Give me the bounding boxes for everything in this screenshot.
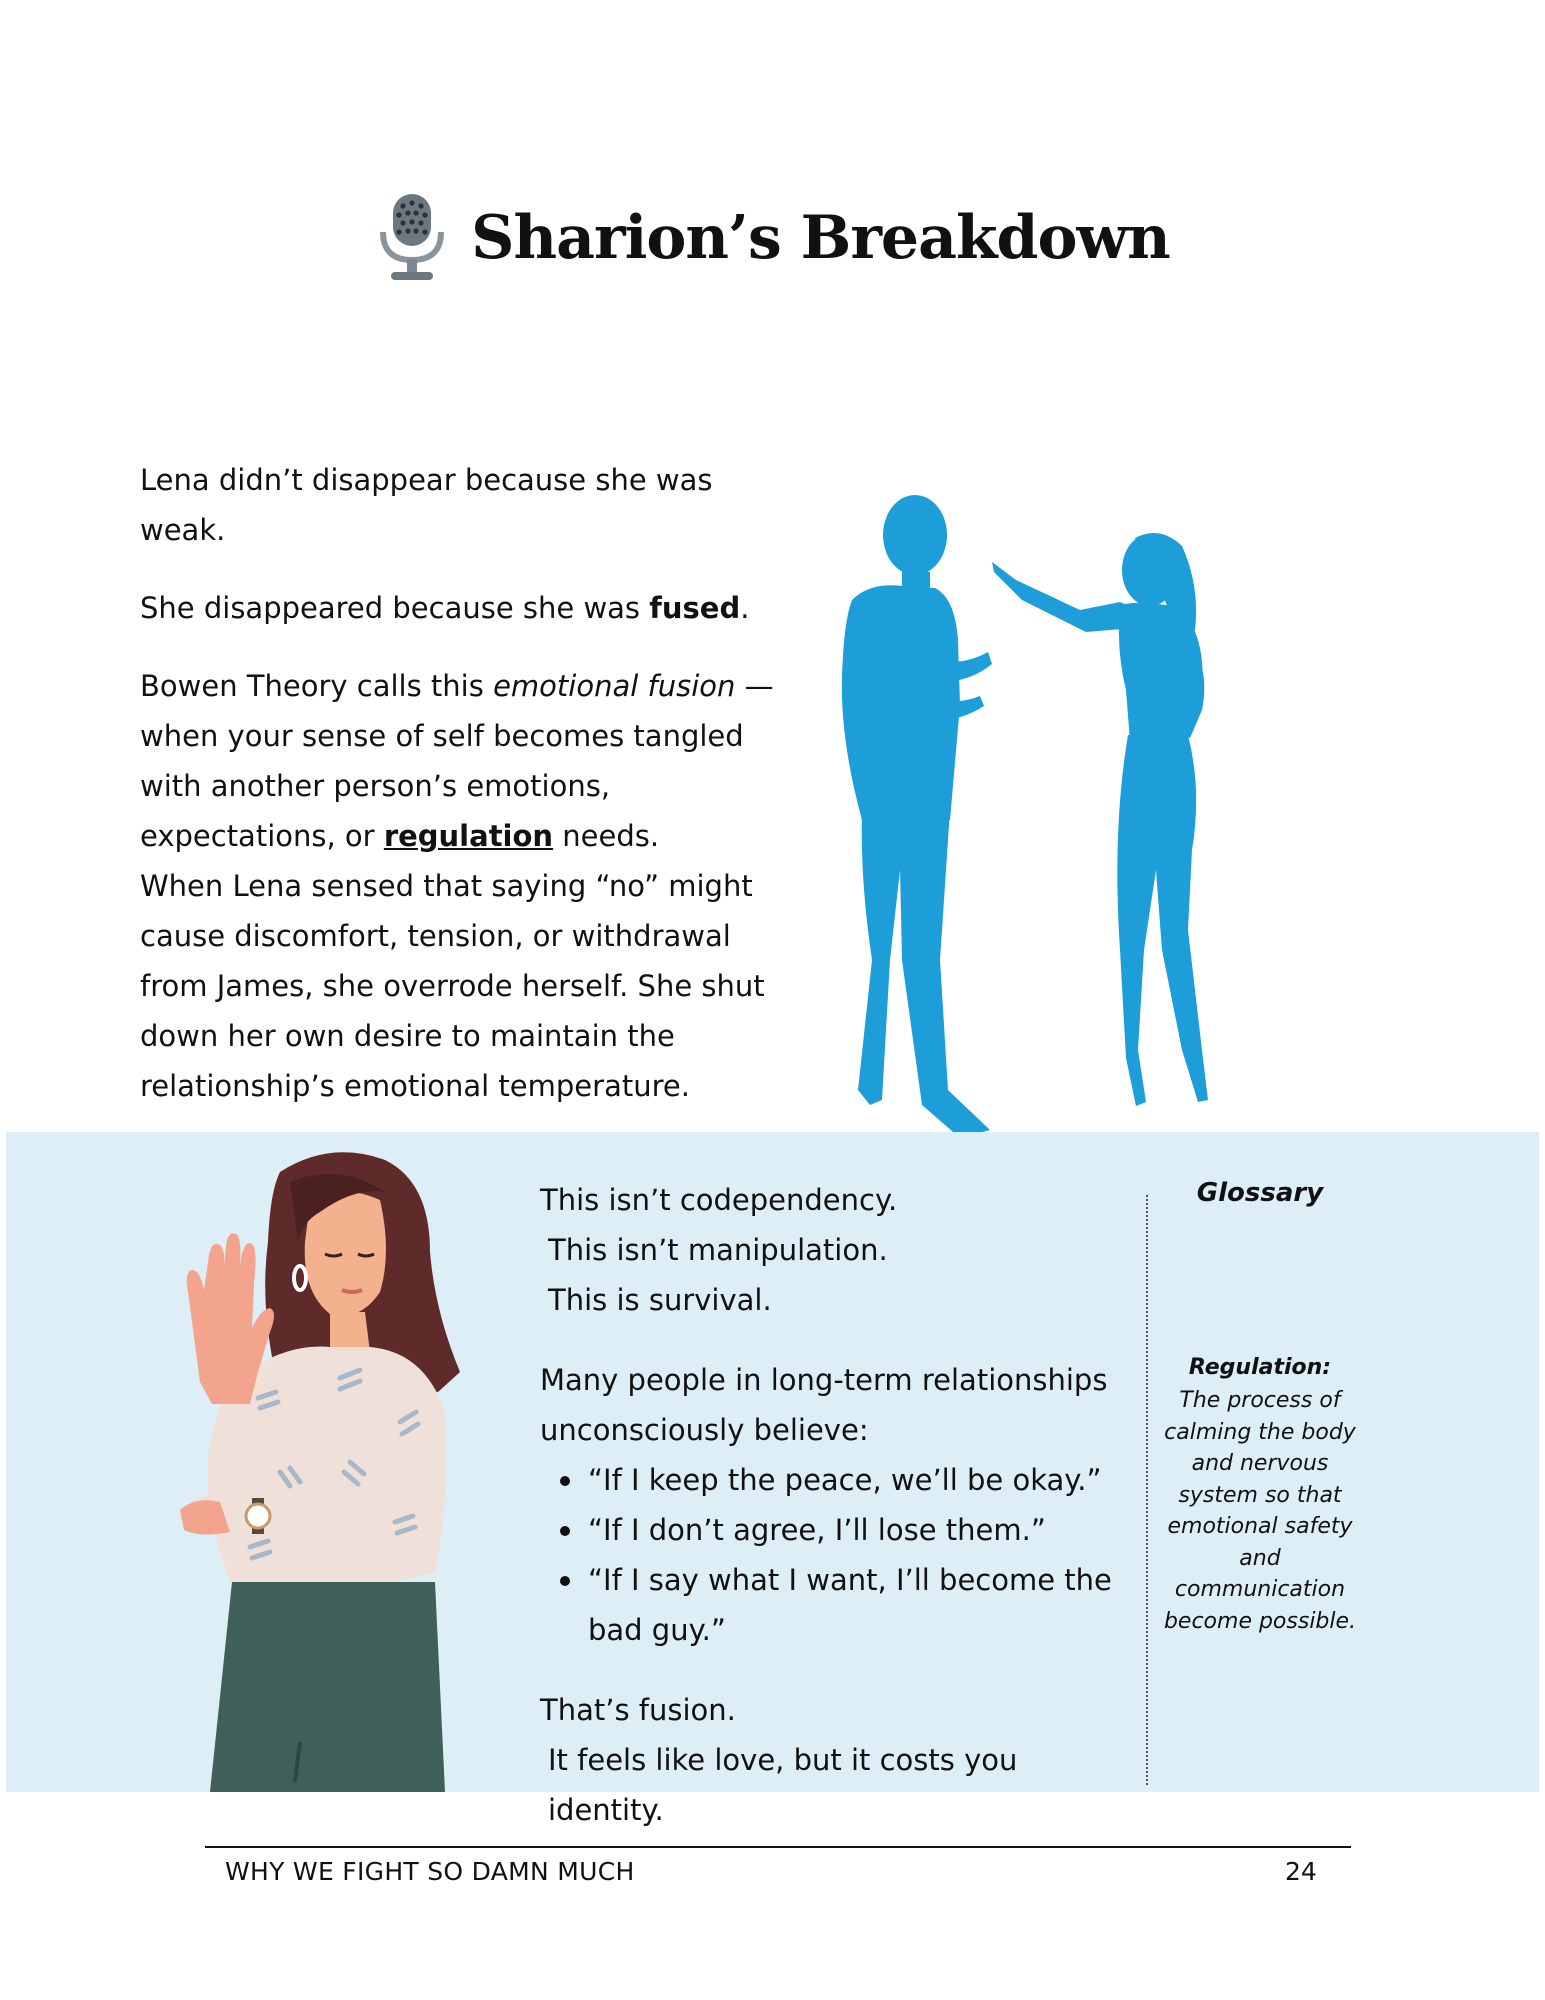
- microphone-icon: [375, 192, 449, 284]
- woman-stop-gesture-illustration: [180, 1142, 520, 1792]
- list-item: “If I don’t agree, I’ll lose them.”: [540, 1505, 1140, 1555]
- man-silhouette: [842, 495, 992, 1138]
- emphasis-fused: fused: [649, 591, 741, 625]
- glossary-link-regulation[interactable]: regulation: [383, 819, 554, 853]
- woman-silhouette: [992, 533, 1208, 1106]
- list-item: “If I say what I want, I’ll become the bad guy.”: [540, 1555, 1140, 1655]
- woman-skirt: [210, 1582, 445, 1792]
- callout-paragraph: Many people in long-term relationships unconsciously believe:: [540, 1363, 1108, 1447]
- footer-rule: [205, 1846, 1351, 1848]
- intro-paragraph: She disappeared because she was fused.: [140, 591, 750, 625]
- callout-line: It feels like love, but it costs you identity.: [548, 1743, 1018, 1827]
- belief-list: [540, 1455, 1140, 1655]
- page-title: Sharion’s Breakdown: [471, 203, 1170, 273]
- intro-paragraph: When Lena sensed that saying “no” might cause discomfort, tension, or withdrawal from James, she overrode herself. She shut down her own desire to maintain the relationship’s emotional temperature.: [140, 869, 765, 1103]
- footer-book-title: WHY WE FIGHT SO DAMN MUCH: [225, 1857, 635, 1886]
- callout-line: This isn’t manipulation.: [548, 1233, 888, 1267]
- glossary-title: Glossary: [1196, 1178, 1324, 1208]
- intro-paragraph: Lena didn’t disappear because she was weak.: [140, 463, 713, 547]
- glossary-divider: [1146, 1195, 1148, 1785]
- intro-text: [140, 455, 780, 1111]
- callout-text: [540, 1175, 1140, 1835]
- callout-line: That’s fusion.: [540, 1693, 736, 1727]
- callout-line: This isn’t codependency.: [540, 1183, 898, 1217]
- glossary-term: Regulation:: [1188, 1355, 1332, 1380]
- list-item: “If I keep the peace, we’ll be okay.”: [540, 1455, 1140, 1505]
- emphasis-emotional-fusion: emotional fusion: [493, 669, 736, 703]
- arguing-couple-illustration: [790, 490, 1320, 1140]
- page-number: 24: [1285, 1857, 1317, 1886]
- page-heading: [0, 178, 1545, 298]
- callout-line: This is survival.: [548, 1283, 772, 1317]
- glossary-definition: The process of calming the body and nervous system so that emotional safety and communication become possible.: [1163, 1388, 1357, 1634]
- intro-paragraph: Bowen Theory calls this emotional fusion — when your sense of self becomes tangled with another person’s emotions, expectations, or regulation needs.: [140, 669, 774, 853]
